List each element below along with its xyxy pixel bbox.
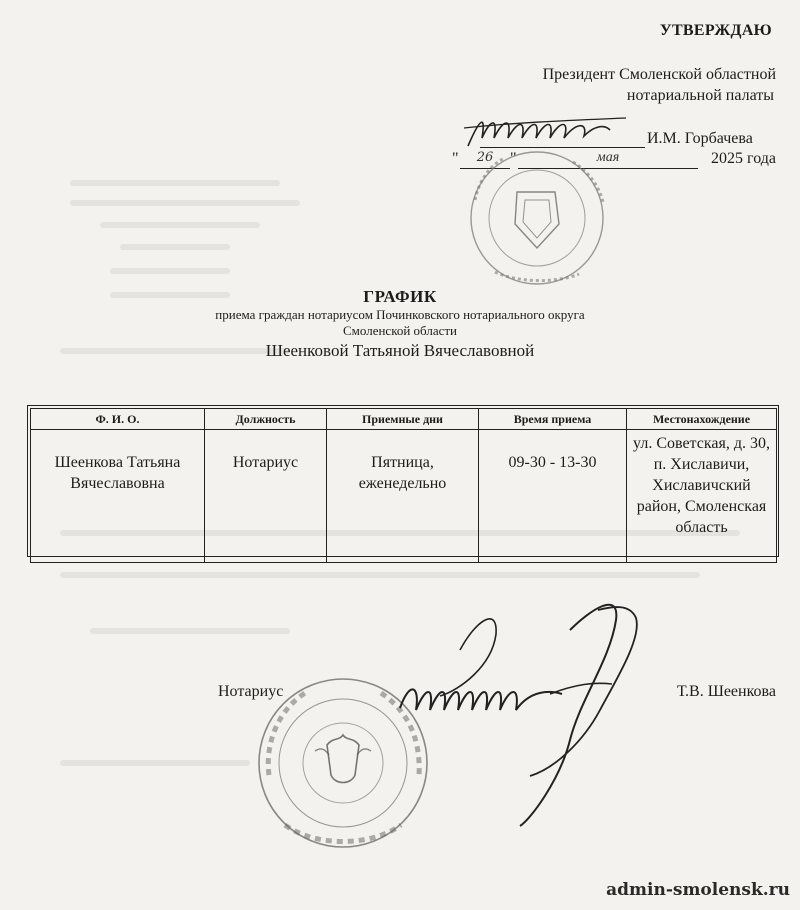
date-day: 26 bbox=[460, 150, 510, 169]
bleed-through-line bbox=[90, 628, 290, 634]
document-title: ГРАФИК bbox=[363, 287, 437, 306]
date-year: 2025 года bbox=[711, 150, 776, 167]
bleed-through-line bbox=[60, 760, 250, 766]
schedule-table bbox=[30, 408, 777, 563]
notarial-chamber-stamp bbox=[455, 140, 615, 290]
footer-role: Нотариус bbox=[218, 683, 284, 700]
notary-signature bbox=[380, 590, 650, 830]
bleed-through-line bbox=[70, 180, 280, 186]
approval-name: И.М. Горбачева bbox=[647, 130, 753, 147]
bleed-through-line bbox=[110, 268, 230, 274]
date-open-quote: " bbox=[452, 150, 459, 167]
cell-fio: Шеенкова Татьяна Вячеславовна bbox=[31, 430, 205, 563]
bleed-through-line bbox=[120, 244, 230, 250]
approval-position-line1: Президент Смоленской областной bbox=[542, 66, 776, 83]
document-subtitle-line2: Смоленской области bbox=[342, 323, 458, 338]
header-fio: Ф. И. О. bbox=[31, 409, 205, 430]
table-row bbox=[31, 430, 777, 563]
header-location: Местонахождение bbox=[627, 409, 777, 430]
header-time: Время приема bbox=[479, 409, 627, 430]
cell-location: ул. Советская, д. 30, п. Хиславичи, Хиславичский район, Смоленская область bbox=[627, 430, 777, 563]
notary-full-name: Шеенковой Татьяной Вячеславовной bbox=[265, 341, 535, 360]
bleed-through-line bbox=[100, 222, 260, 228]
cell-days: Пятница, еженедельно bbox=[327, 430, 479, 563]
site-watermark: admin-smolensk.ru bbox=[606, 880, 790, 900]
table-header-row bbox=[31, 409, 777, 430]
document-subtitle-line1: приема граждан нотариусом Починковского нотариального округа bbox=[215, 307, 585, 322]
bleed-through-line bbox=[60, 572, 700, 578]
cell-time: 09-30 - 13-30 bbox=[479, 430, 627, 563]
footer-name: Т.В. Шеенкова bbox=[676, 683, 776, 700]
document-heading bbox=[0, 287, 800, 362]
bleed-through-line bbox=[70, 200, 300, 206]
date-month: мая bbox=[518, 150, 698, 169]
header-position: Должность bbox=[205, 409, 327, 430]
date-close-quote: " bbox=[510, 150, 517, 167]
cell-position: Нотариус bbox=[205, 430, 327, 563]
header-days: Приемные дни bbox=[327, 409, 479, 430]
approval-position-line2: нотариальной палаты bbox=[626, 87, 774, 104]
approval-title: УТВЕРЖДАЮ bbox=[659, 22, 772, 39]
